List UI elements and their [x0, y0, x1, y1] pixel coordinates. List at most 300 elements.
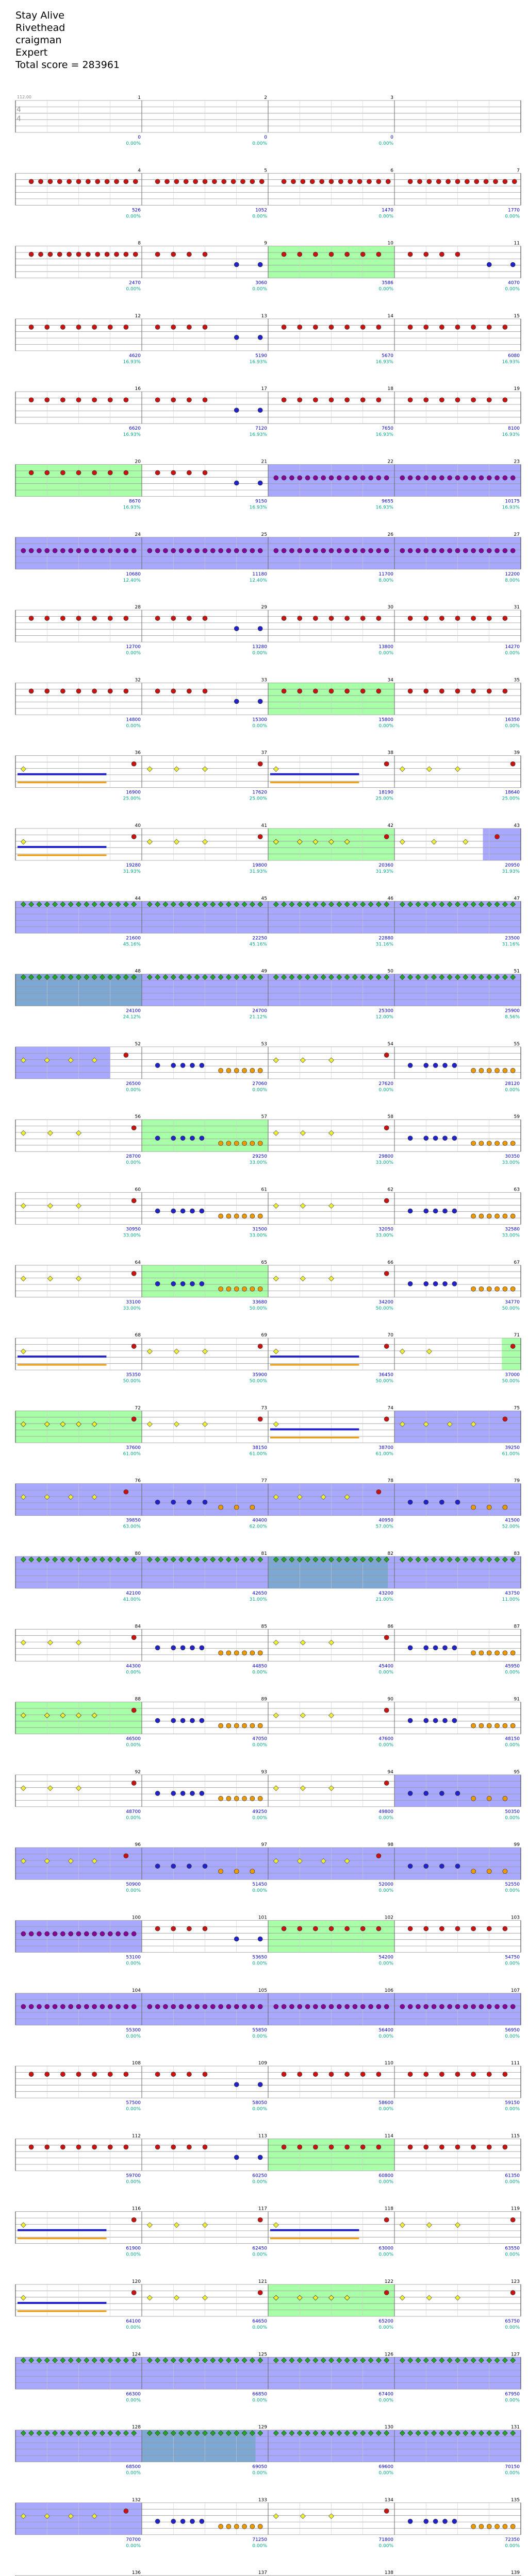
- measure-number: 45: [261, 896, 267, 902]
- measure-number: 60: [135, 1187, 141, 1193]
- note-purple: [408, 2004, 412, 2009]
- note-red: [203, 252, 207, 257]
- measure-score: 0: [390, 135, 393, 140]
- note-purple: [503, 548, 507, 553]
- note-orange: [495, 1068, 500, 1073]
- note-purple: [84, 1931, 89, 1936]
- song-title: Stay Alive: [15, 10, 64, 21]
- note-orange: [250, 1723, 255, 1728]
- note-red: [446, 179, 451, 184]
- measure-number: 82: [387, 1551, 393, 1556]
- note-red: [418, 179, 422, 184]
- note-orange: [250, 1141, 255, 1146]
- note-orange: [487, 1068, 491, 1073]
- star-power-percent: 0.00%: [126, 1888, 141, 1894]
- measure-number: 25: [261, 532, 267, 537]
- measure-score: 52000: [378, 1882, 393, 1888]
- note-red: [203, 1926, 207, 1931]
- star-power-percent: 0.00%: [252, 2033, 267, 2039]
- note-blue: [155, 2519, 160, 2523]
- note-purple: [313, 548, 318, 553]
- note-orange: [503, 1505, 507, 1510]
- note-purple: [29, 548, 34, 553]
- note-yellow: [300, 2514, 305, 2519]
- note-blue: [443, 1209, 448, 1213]
- note-blue: [424, 1136, 428, 1141]
- note-orange: [503, 1214, 507, 1218]
- note-purple: [179, 2004, 184, 2009]
- measure-score: 61900: [126, 2246, 141, 2251]
- note-blue: [258, 408, 262, 413]
- measure-number: 80: [135, 1551, 141, 1556]
- note-red: [131, 1344, 136, 1349]
- star-power-percent: 0.00%: [126, 141, 141, 146]
- note-yellow: [300, 1130, 305, 1136]
- star-power-percent: 0.00%: [505, 2033, 520, 2039]
- note-blue: [408, 1500, 412, 1504]
- note-yellow: [76, 1130, 81, 1136]
- note-red: [298, 2145, 302, 2149]
- note-orange: [503, 1651, 507, 1655]
- note-yellow: [463, 839, 468, 844]
- note-yellow: [329, 1713, 334, 1718]
- measure-score: 59700: [126, 2173, 141, 2179]
- note-red: [108, 2072, 112, 2077]
- note-orange: [219, 1286, 223, 1291]
- star-power-percent: 0.00%: [252, 2543, 267, 2549]
- note-blue: [155, 1791, 160, 1795]
- measure-number: 113: [258, 2133, 267, 2139]
- note-yellow: [47, 1640, 53, 1645]
- measure-number: 29: [261, 605, 267, 611]
- note-orange: [226, 1068, 231, 1073]
- note-red: [131, 2291, 136, 2295]
- note-blue: [443, 1646, 448, 1650]
- note-blue: [190, 1718, 195, 1723]
- note-red: [384, 2291, 389, 2295]
- measure-number: 89: [261, 1697, 267, 1702]
- note-orange: [258, 1068, 262, 1073]
- measure-score: 40950: [378, 1518, 393, 1523]
- note-red: [95, 179, 100, 184]
- note-blue: [452, 1281, 457, 1286]
- note-yellow: [329, 1204, 334, 1209]
- star-power-percent: 0.00%: [505, 1742, 520, 1748]
- note-purple: [289, 2004, 294, 2009]
- note-blue: [424, 1281, 428, 1286]
- measure-score: 22250: [252, 936, 267, 941]
- note-purple: [369, 548, 373, 553]
- star-power-percent: 45.16%: [249, 942, 267, 947]
- star-power-percent: 62.00%: [249, 1524, 267, 1530]
- note-purple: [313, 476, 318, 480]
- note-orange: [471, 1068, 476, 1073]
- note-blue: [424, 2519, 428, 2523]
- measure-score: 66850: [252, 2392, 267, 2397]
- measure-score: 38150: [252, 1445, 267, 1451]
- note-red: [384, 2217, 389, 2222]
- measure-score: 14270: [505, 645, 520, 650]
- star-power-percent: 0.00%: [252, 2107, 267, 2112]
- measure-number: 66: [387, 1260, 393, 1265]
- note-yellow: [21, 2223, 26, 2228]
- note-red: [298, 325, 302, 329]
- note-purple: [131, 2004, 136, 2009]
- note-purple: [384, 476, 389, 480]
- measure-score: 16900: [126, 790, 141, 795]
- star-power-percent: 33.00%: [249, 1233, 267, 1239]
- note-orange: [487, 1869, 491, 1874]
- note-red: [439, 1926, 444, 1931]
- note-orange: [226, 1723, 231, 1728]
- note-purple: [116, 2004, 121, 2009]
- note-red: [384, 835, 389, 839]
- measure-number: 92: [135, 1769, 141, 1775]
- note-orange: [495, 1214, 500, 1218]
- note-red: [282, 179, 286, 184]
- note-purple: [432, 2004, 436, 2009]
- note-yellow: [203, 839, 208, 844]
- note-yellow: [147, 2223, 152, 2228]
- note-red: [408, 689, 412, 693]
- note-red: [174, 179, 179, 184]
- measure-number: 85: [261, 1624, 267, 1630]
- note-blue: [234, 2155, 239, 2160]
- note-purple: [45, 548, 50, 553]
- note-orange: [510, 1141, 515, 1146]
- note-blue: [171, 2519, 176, 2523]
- star-power-percent: 0.00%: [126, 1961, 141, 1967]
- note-red: [124, 2145, 128, 2149]
- note-yellow: [300, 1786, 305, 1791]
- measure-number: 102: [384, 1915, 393, 1921]
- measure-number: 90: [387, 1697, 393, 1702]
- star-power-percent: 0.00%: [378, 2325, 393, 2330]
- note-red: [155, 616, 160, 621]
- note-red: [384, 1344, 389, 1349]
- note-red: [298, 689, 302, 693]
- note-red: [487, 1926, 491, 1931]
- measure-number: 109: [258, 2061, 267, 2066]
- note-yellow: [273, 1786, 278, 1791]
- note-yellow: [329, 1276, 334, 1281]
- note-red: [124, 689, 128, 693]
- note-yellow: [273, 767, 278, 772]
- note-purple: [76, 2004, 81, 2009]
- chart-row: [15, 2498, 521, 2549]
- note-blue: [452, 1136, 457, 1141]
- measure-score: 31500: [252, 1227, 267, 1232]
- measure-score: 45400: [378, 1664, 393, 1669]
- note-red: [76, 689, 81, 693]
- note-red: [29, 616, 34, 621]
- note-purple: [76, 548, 81, 553]
- note-red: [39, 179, 43, 184]
- note-red: [376, 252, 381, 257]
- star-power-percent: 0.00%: [252, 2325, 267, 2330]
- measure-score: 13800: [378, 645, 393, 650]
- note-red: [259, 179, 264, 184]
- measure-score: 11700: [378, 571, 393, 577]
- note-red: [313, 252, 318, 257]
- note-blue: [180, 2519, 185, 2523]
- measure-number: 137: [258, 2570, 267, 2576]
- note-blue: [443, 2519, 448, 2523]
- note-purple: [455, 476, 460, 480]
- note-red: [92, 616, 97, 621]
- note-red: [329, 179, 334, 184]
- measure-number: 132: [131, 2497, 141, 2503]
- note-red: [258, 1344, 262, 1349]
- measure-score: 60250: [252, 2173, 267, 2179]
- note-purple: [37, 548, 41, 553]
- measure-number: 69: [261, 1333, 267, 1338]
- note-orange: [258, 1651, 262, 1655]
- note-orange: [219, 2524, 223, 2529]
- note-red: [203, 179, 207, 184]
- star-power-percent: 12.00%: [375, 1014, 393, 1020]
- measure-number: 104: [131, 1988, 141, 1993]
- measure-score: 37000: [505, 1372, 520, 1378]
- note-purple: [360, 2004, 365, 2009]
- note-orange: [242, 2524, 247, 2529]
- note-red: [155, 252, 160, 257]
- note-red: [384, 1126, 389, 1130]
- note-blue: [180, 1063, 185, 1067]
- star-power-percent: 0.00%: [126, 1670, 141, 1675]
- note-red: [76, 179, 81, 184]
- note-yellow: [400, 1349, 405, 1354]
- note-purple: [108, 548, 112, 553]
- chart-row: [15, 1479, 521, 1530]
- measure-number: 86: [387, 1624, 393, 1630]
- note-orange: [242, 1796, 247, 1801]
- measure-score: 57500: [126, 2100, 141, 2106]
- note-red: [282, 398, 286, 402]
- note-red: [60, 398, 65, 402]
- note-red: [345, 252, 350, 257]
- note-blue: [408, 1136, 412, 1141]
- note-blue: [452, 1209, 457, 1213]
- note-purple: [45, 1931, 50, 1936]
- note-orange: [479, 1068, 484, 1073]
- star-power-percent: 0.00%: [378, 1087, 393, 1093]
- note-red: [203, 616, 207, 621]
- star-power-percent: 0.00%: [126, 2179, 141, 2185]
- note-red: [455, 616, 460, 621]
- note-yellow: [273, 1204, 278, 1209]
- star-power-percent: 50.00%: [502, 1306, 520, 1311]
- note-orange: [487, 1651, 491, 1655]
- measure-number: 71: [514, 1333, 520, 1338]
- note-red: [376, 2145, 381, 2149]
- note-red: [258, 1417, 262, 1421]
- measure-number: 78: [387, 1478, 393, 1484]
- note-purple: [179, 548, 184, 553]
- note-yellow: [147, 1421, 152, 1427]
- note-red: [471, 1926, 476, 1931]
- chart-row: [15, 1697, 521, 1748]
- star-power-percent: 16.93%: [375, 505, 393, 511]
- note-red: [487, 398, 491, 402]
- note-red: [203, 2145, 207, 2149]
- measure-number: 106: [384, 1988, 393, 1993]
- measure-score: 3060: [255, 280, 267, 286]
- star-power-percent: 0.00%: [505, 1815, 520, 1821]
- note-orange: [487, 1286, 491, 1291]
- note-blue: [203, 1864, 207, 1869]
- star-power-percent: 50.00%: [249, 1306, 267, 1311]
- star-power-percent: 0.00%: [252, 1815, 267, 1821]
- note-orange: [234, 1068, 239, 1073]
- note-red: [282, 252, 286, 257]
- measure-number: 107: [510, 1988, 520, 1993]
- measure-score: 4620: [129, 353, 141, 359]
- measure-score: 34200: [378, 1299, 393, 1305]
- note-orange: [503, 2524, 507, 2529]
- measure-score: 36450: [378, 1372, 393, 1378]
- chart-row: [15, 460, 521, 511]
- measure-number: 30: [387, 605, 393, 611]
- measure-number: 94: [387, 1769, 393, 1775]
- note-purple: [424, 476, 428, 480]
- note-red: [155, 1926, 160, 1931]
- note-red: [39, 252, 43, 257]
- star-power-percent: 0.00%: [252, 2252, 267, 2258]
- note-red: [131, 1126, 136, 1130]
- measure-number: 139: [510, 2570, 520, 2576]
- measure-number: 74: [387, 1405, 393, 1411]
- measure-number: 28: [135, 605, 141, 611]
- note-purple: [131, 1931, 136, 1936]
- note-purple: [289, 476, 294, 480]
- note-purple: [210, 2004, 215, 2009]
- note-red: [155, 689, 160, 693]
- note-yellow: [426, 767, 432, 772]
- note-red: [484, 179, 488, 184]
- note-red: [108, 470, 112, 475]
- note-red: [439, 252, 444, 257]
- note-orange: [234, 1869, 239, 1874]
- note-orange: [258, 1796, 262, 1801]
- chart-row: [15, 677, 521, 728]
- note-orange: [487, 1505, 491, 1510]
- note-purple: [298, 2004, 302, 2009]
- note-yellow: [21, 1276, 26, 1281]
- measure-score: 53650: [252, 1955, 267, 1960]
- measure-score: 20360: [378, 863, 393, 868]
- star-power-percent: 50.00%: [123, 1379, 141, 1384]
- note-yellow: [203, 2223, 208, 2228]
- star-power-percent: 31.16%: [502, 942, 520, 947]
- measure-number: 26: [387, 532, 393, 537]
- note-blue: [452, 1646, 457, 1650]
- note-yellow: [21, 839, 26, 844]
- note-orange: [226, 1796, 231, 1801]
- note-red: [376, 398, 381, 402]
- note-yellow: [400, 839, 405, 844]
- note-purple: [376, 548, 381, 553]
- note-yellow: [76, 1640, 81, 1645]
- note-blue: [190, 2519, 195, 2523]
- note-blue: [443, 1281, 448, 1286]
- measure-number: 10: [387, 241, 393, 246]
- note-blue: [408, 1209, 412, 1213]
- note-blue: [424, 1063, 428, 1067]
- measure-score: 50350: [505, 1809, 520, 1815]
- note-yellow: [203, 1421, 208, 1427]
- note-orange: [510, 1286, 515, 1291]
- star-power-percent: 61.00%: [123, 1451, 141, 1457]
- note-yellow: [329, 1786, 334, 1791]
- note-red: [124, 2072, 128, 2077]
- measure-number: 56: [135, 1114, 141, 1120]
- note-purple: [353, 476, 357, 480]
- measure-number: 84: [135, 1624, 141, 1630]
- note-purple: [187, 2004, 191, 2009]
- note-blue: [190, 1646, 195, 1650]
- star-power-percent: 0.00%: [252, 214, 267, 219]
- note-orange: [510, 1214, 515, 1218]
- note-yellow: [400, 767, 405, 772]
- note-yellow: [21, 1130, 26, 1136]
- note-blue: [424, 1646, 428, 1650]
- note-blue: [510, 262, 515, 267]
- measure-number: 38: [387, 750, 393, 756]
- note-red: [503, 689, 507, 693]
- measure-score: 33100: [126, 1299, 141, 1305]
- note-blue: [180, 1646, 185, 1650]
- note-purple: [313, 2004, 318, 2009]
- measure-score: 65750: [505, 2319, 520, 2324]
- star-power-percent: 0.00%: [378, 286, 393, 292]
- note-red: [384, 1271, 389, 1276]
- note-purple: [69, 1931, 73, 1936]
- note-orange: [503, 1723, 507, 1728]
- star-power-percent: 0.00%: [252, 1742, 267, 1748]
- note-purple: [337, 476, 341, 480]
- note-yellow: [47, 1130, 53, 1136]
- note-red: [384, 1053, 389, 1057]
- note-orange: [234, 1214, 239, 1218]
- note-blue: [408, 2519, 412, 2523]
- note-red: [241, 179, 245, 184]
- note-red: [76, 470, 81, 475]
- measure-number: 98: [387, 1842, 393, 1848]
- measure-score: 0: [264, 135, 267, 140]
- measure-score: 67400: [378, 2392, 393, 2397]
- note-purple: [274, 2004, 278, 2009]
- measure-score: 35350: [126, 1372, 141, 1378]
- measure-score: 43750: [505, 1591, 520, 1596]
- note-purple: [369, 2004, 373, 2009]
- star-power-percent: 0.00%: [126, 2107, 141, 2112]
- note-blue: [180, 1281, 185, 1286]
- measure-score: 71250: [252, 2537, 267, 2543]
- note-red: [203, 689, 207, 693]
- measure-number: 17: [261, 386, 267, 392]
- measure-score: 53100: [126, 1955, 141, 1960]
- star-power-percent: 16.93%: [375, 359, 393, 365]
- note-orange: [242, 1214, 247, 1218]
- note-orange: [503, 1286, 507, 1291]
- note-yellow: [273, 1058, 278, 1063]
- note-red: [345, 2145, 350, 2149]
- measure-number: 11: [514, 241, 520, 246]
- note-red: [92, 398, 97, 402]
- note-purple: [84, 2004, 89, 2009]
- note-red: [108, 398, 112, 402]
